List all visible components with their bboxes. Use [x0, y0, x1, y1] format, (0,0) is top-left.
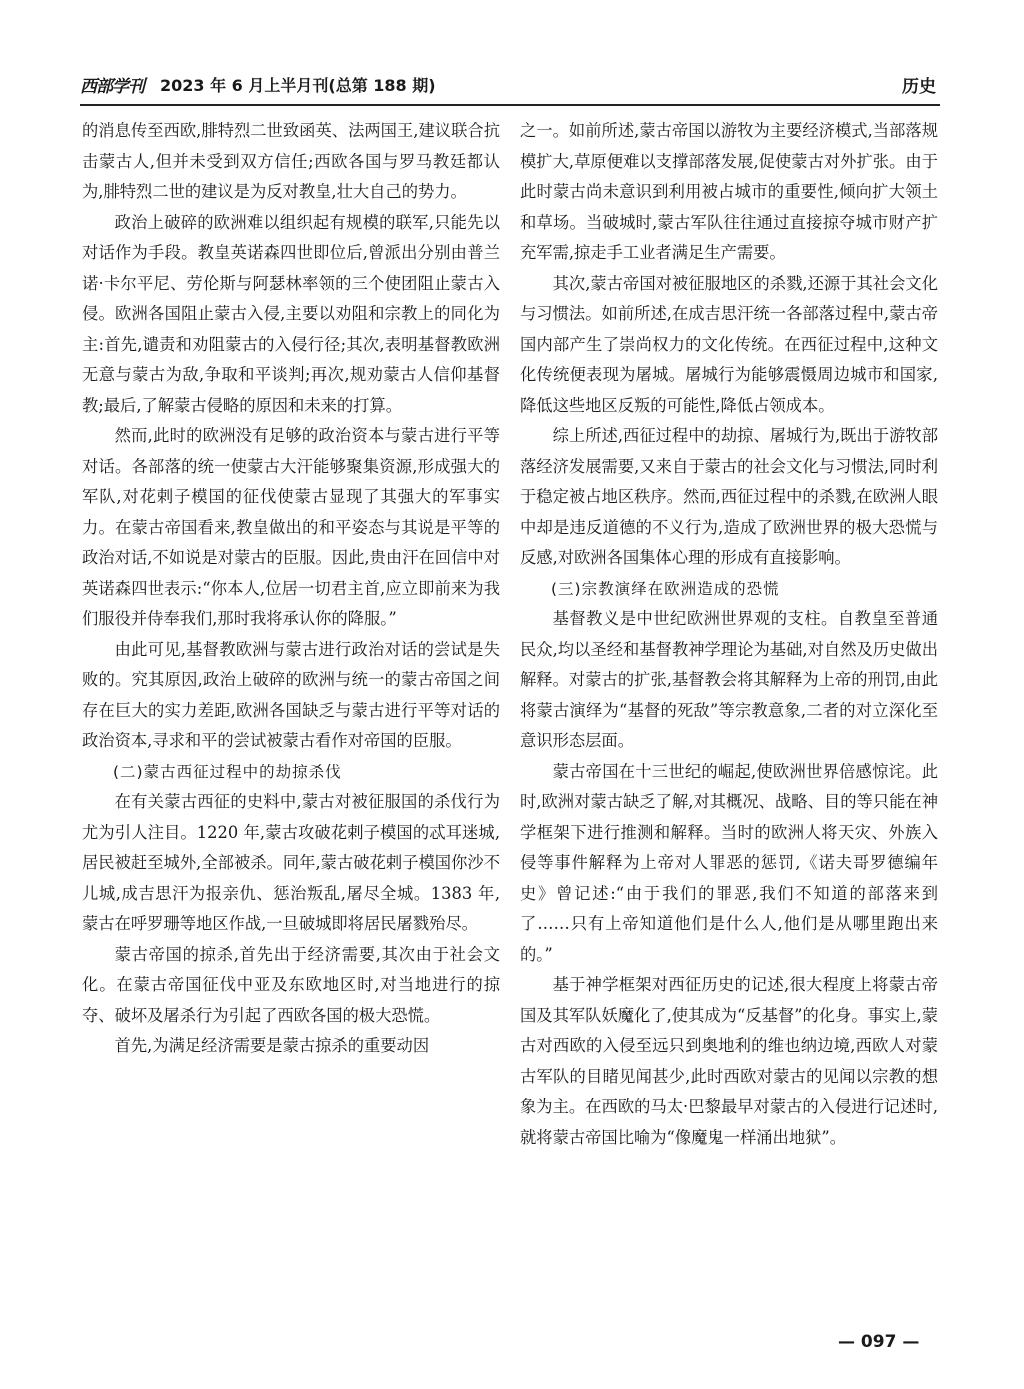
section-subheading: (三)宗教演绎在欧洲造成的恐慌: [551, 579, 780, 598]
right-column-paragraph: 综上所述,西征过程中的劫掠、屠城行为,既出于游牧部落经济发展需要,又来自于蒙古的社会文化与习惯法,同时利于稳定被占地区秩序。然而,西征过程中的杀戮,在欧洲人眼中却是违反道德的不义行为,造成了欧洲世界的极大恐慌与反感,对欧洲各国集体心理的形成有直接影响。: [520, 426, 938, 567]
right-column-paragraph: 基督教义是中世纪欧洲世界观的支柱。自教皇至普通民众,均以圣经和基督教神学理论为基础,对自然及历史做出解释。对蒙古的扩张,基督教会将其解释为上帝的刑罚,由此将蒙古演绎为“基督的死敌”等宗教意象,二者的对立深化至意识形态层面。: [520, 609, 938, 750]
right-column-paragraph: 之一。如前所述,蒙古帝国以游牧为主要经济模式,当部落规模扩大,草原便难以支撑部落发展,促使蒙古对外扩张。由于此时蒙古尚未意识到利用被占城市的重要性,倾向扩大领土和草场。当破城时,蒙古军队往往通过直接掠夺城市财产扩充军需,掠走手工业者满足生产需要。: [520, 121, 938, 262]
header-rule: [80, 104, 940, 106]
section-name: 历史: [902, 77, 936, 97]
journal-logo: 西部学刊: [80, 77, 144, 97]
left-column-paragraph: 蒙古帝国的掠杀,首先出于经济需要,其次由于社会文化。在蒙古帝国征伐中亚及东欧地区时,对当地进行的掠夺、破坏及屠杀行为引起了西欧各国的极大恐慌。: [82, 944, 500, 1025]
right-column: [520, 116, 938, 1153]
left-column-paragraph: 政治上破碎的欧洲难以组织起有规模的联军,只能先以对话作为手段。教皇英诺森四世即位后,曾派出分别由普兰诺·卡尔平尼、劳伦斯与阿瑟林率领的三个使团阻止蒙古入侵。欧洲各国阻止蒙古入侵,主要以劝阻和宗教上的同化为主:首先,谴责和劝阻蒙古的入侵行径;其次,表明基督教欧洲无意与蒙古为敌,争取和平谈判;再次,规劝蒙古人信仰基督教;最后,了解蒙古侵略的原因和未来的打算。: [82, 212, 500, 415]
left-column: [82, 116, 500, 1062]
page-header: [80, 72, 940, 102]
left-column-paragraph: 然而,此时的欧洲没有足够的政治资本与蒙古进行平等对话。各部落的统一使蒙古大汗能够聚集资源,形成强大的军队,对花剌子模国的征伐使蒙古显现了其强大的军事实力。在蒙古帝国看来,教皇做出的和平姿态与其说是平等的政治对话,不如说是对蒙古的臣服。因此,贵由汗在回信中对英诺森四世表示:“你本人,位居一切君主首,应立即前来为我们服役并侍奉我们,那时我将承认你的降服。”: [82, 426, 500, 628]
page-number: — 097 —: [838, 1332, 920, 1352]
left-column-paragraph: 的消息传至西欧,腓特烈二世致函英、法两国王,建议联合抗击蒙古人,但并未受到双方信任;西欧各国与罗马教廷都认为,腓特烈二世的建议是为反对教皇,壮大自己的势力。: [82, 121, 500, 201]
right-column-paragraph: 蒙古帝国在十三世纪的崛起,使欧洲世界倍感惊诧。此时,欧洲对蒙古缺乏了解,对其概况、战略、目的等只能在神学框架下进行推测和解释。当时的欧洲人将天灾、外族入侵等事件解释为上帝对人罪恶的惩罚,《诺夫哥罗德编年史》曾记述:“由于我们的罪恶,我们不知道的部落来到了……只有上帝知道他们是什么人,他们是从哪里跑出来的。”: [520, 761, 938, 964]
left-column-paragraph: 在有关蒙古西征的史料中,蒙古对被征服国的杀伐行为尤为引人注目。1220 年,蒙古攻破花剌子模国的忒耳迷城,居民被赶至城外,全部被杀。同年,蒙古破花剌子模国你沙不儿城,成吉思汗为报亲仇、惩治叛乱,屠尽全城。1383 年,蒙古在呼罗珊等地区作战,一旦破城即将居民屠戮殆尽。: [82, 792, 500, 933]
right-column-paragraph: 基于神学框架对西征历史的记述,很大程度上将蒙古帝国及其军队妖魔化了,使其成为“反基督”的化身。事实上,蒙古对西欧的入侵至远只到奥地利的维也纳边境,西欧人对蒙古军队的目睹见闻甚少,此时西欧对蒙古的见闻以宗教的想象为主。在西欧的马太·巴黎最早对蒙古的入侵进行记述时,就将蒙古帝国比喻为“像魔鬼一样涌出地狱”。: [520, 975, 938, 1147]
section-subheading: (二)蒙古西征过程中的劫掠杀伐: [113, 762, 342, 781]
left-column-paragraph: 由此可见,基督教欧洲与蒙古进行政治对话的尝试是失败的。究其原因,政治上破碎的欧洲与统一的蒙古帝国之间存在巨大的实力差距,欧洲各国缺乏与蒙古进行平等对话的政治资本,寻求和平的尝试被蒙古看作对帝国的臣服。: [82, 639, 500, 750]
left-column-paragraph: 首先,为满足经济需要是蒙古掠杀的重要动因: [114, 1036, 430, 1055]
issue-info: 2023 年 6 月上半月刊(总第 188 期): [160, 76, 436, 95]
right-column-paragraph: 其次,蒙古帝国对被征服地区的杀戮,还源于其社会文化与习惯法。如前所述,在成吉思汗统一各部落过程中,蒙古帝国内部产生了崇尚权力的文化传统。在西征过程中,这种文化传统便表现为屠城。屠城行为能够震慑周边城市和国家,降低这些地区反叛的可能性,降低占领成本。: [520, 273, 938, 415]
